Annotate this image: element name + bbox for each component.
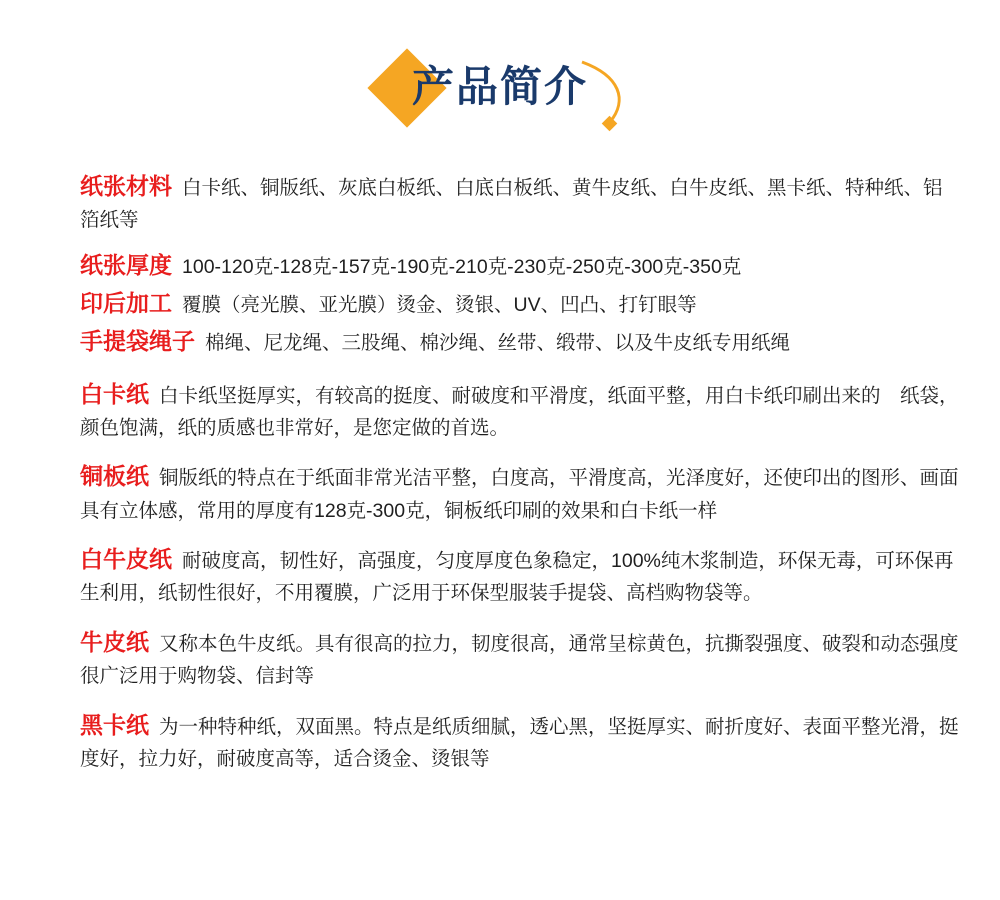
section-white-card-paper	[80, 376, 960, 445]
section-text: 棉绳、尼龙绳、三股绳、棉沙绳、丝带、缎带、以及牛皮纸专用纸绳	[205, 332, 791, 355]
page-title: 产品简介	[411, 63, 588, 110]
section-label: 牛皮纸	[80, 629, 149, 656]
section-text: 又称本色牛皮纸。具有很高的拉力，韧度很高，通常呈棕黄色，抗撕裂强度、破裂和动态强度很广泛用于购物袋、信封等	[80, 633, 959, 688]
section-text: 铜版纸的特点在于纸面非常光洁平整，白度高，平滑度高，光泽度好，还使印出的图形、画面具有立体感，常用的厚度有128克-300克，铜板纸印刷的效果和白卡纸一样	[80, 467, 959, 522]
section-label: 铜板纸	[80, 463, 149, 490]
section-label: 白卡纸	[80, 380, 149, 407]
section-white-kraft-paper	[80, 541, 960, 610]
section-text: 覆膜（亮光膜、亚光膜）烫金、烫银、UV、凹凸、打钉眼等	[182, 294, 697, 317]
section-text: 白卡纸坚挺厚实，有较高的挺度、耐破度和平滑度，纸面平整，用白卡纸印刷出来的 纸袋，颜色饱满，纸的质感也非常好，是您定做的首选。	[80, 384, 959, 439]
section-paper-thickness	[80, 247, 960, 284]
section-black-card-paper	[80, 707, 960, 776]
section-handle-rope	[80, 323, 960, 360]
section-label: 纸张材料	[80, 173, 172, 199]
section-label: 白牛皮纸	[80, 546, 172, 573]
section-kraft-paper	[80, 624, 960, 693]
section-text: 耐破度高，韧性好，高强度，匀度厚度色象稳定，100%纯木浆制造，环保无毒，可环保再生利用，纸韧性很好，不用覆膜，广泛用于环保型服装手提袋、高档购物袋等。	[80, 550, 954, 605]
page-header	[0, 0, 1000, 150]
section-label: 手提袋绳子	[80, 328, 195, 355]
section-coated-paper	[80, 458, 960, 527]
section-label: 纸张厚度	[80, 251, 172, 278]
section-text: 为一种特种纸，双面黑。特点是纸质细腻，透心黑，坚挺厚实、耐折度好、表面平整光滑，挺度好，拉力好，耐破度高等，适合烫金、烫银等	[80, 715, 959, 771]
content-body	[80, 168, 960, 782]
section-paper-material	[80, 168, 960, 237]
section-post-press	[80, 285, 960, 322]
section-label: 印后加工	[80, 290, 172, 317]
section-text: 白卡纸、铜版纸、灰底白板纸、白底白板纸、黄牛皮纸、白牛皮纸、黑卡纸、特种纸、铝箔纸等	[80, 177, 943, 232]
section-text: 100-120克-128克-157克-190克-210克-230克-250克-300克-350克	[182, 255, 742, 278]
section-label: 黑卡纸	[80, 711, 149, 738]
